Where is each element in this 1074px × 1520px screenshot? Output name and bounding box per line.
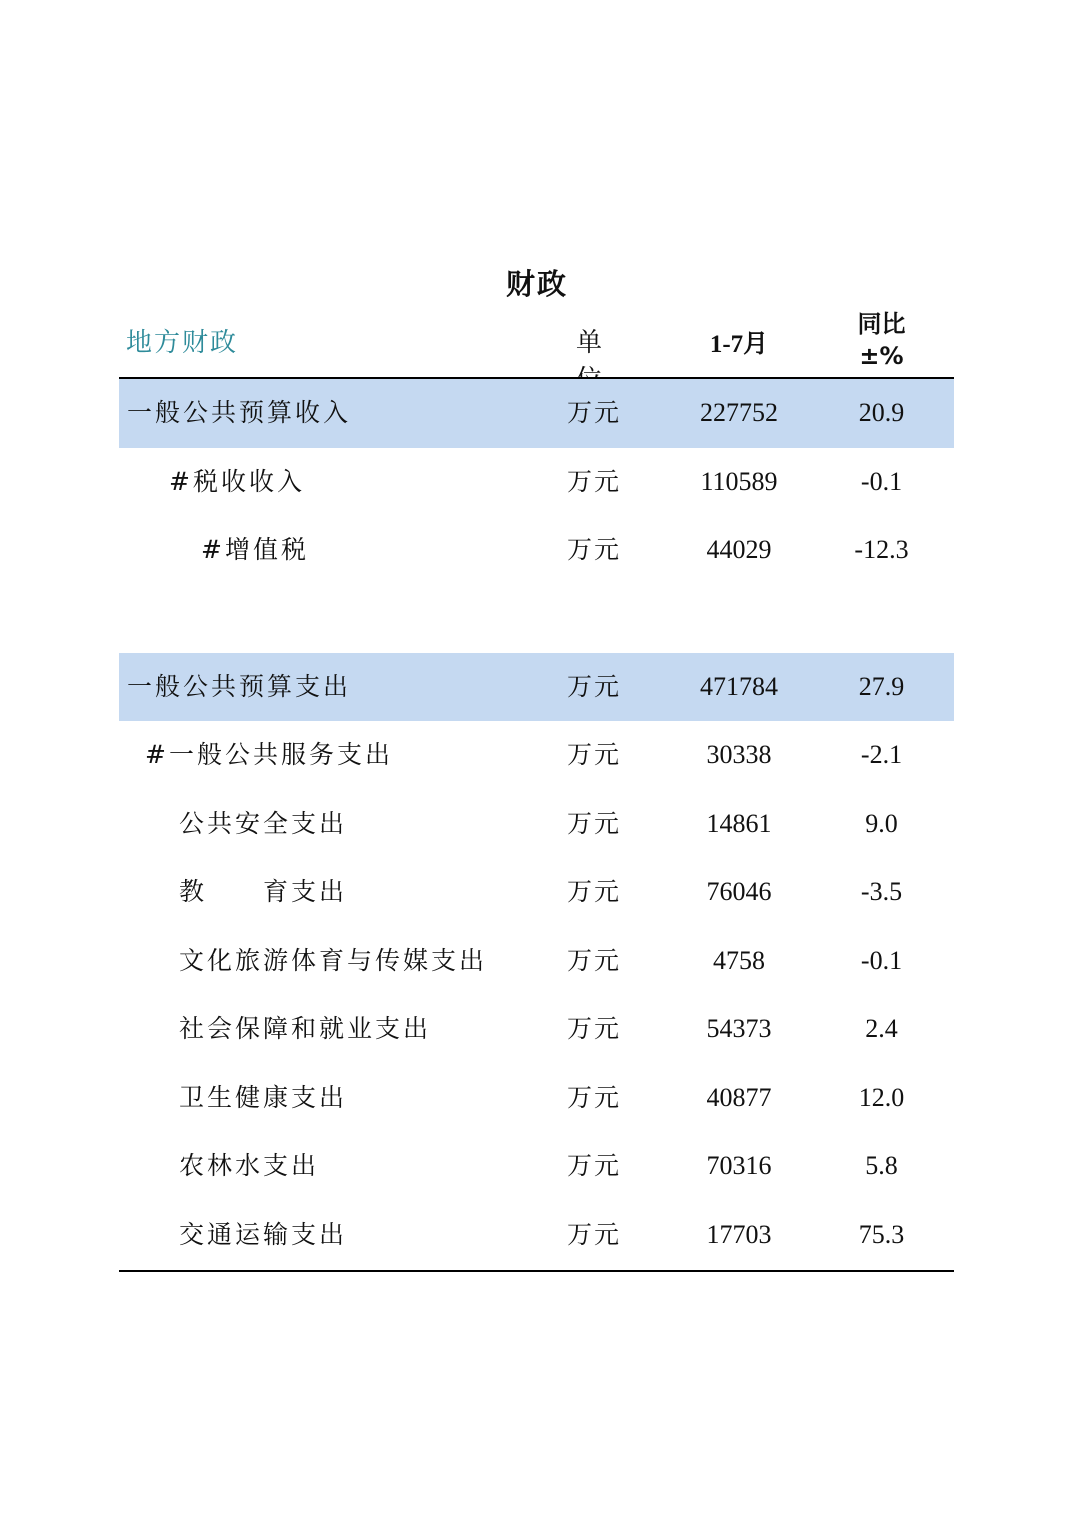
row-yoy: -3.5: [860, 877, 903, 906]
row-value: 110589: [700, 466, 778, 496]
row-value: 17703: [706, 1219, 772, 1249]
row-value: 227752: [700, 398, 778, 427]
row-yoy: 2.4: [865, 1014, 898, 1043]
table-spacer-row: [119, 585, 954, 653]
row-unit: 万元: [566, 1151, 621, 1180]
row-label: 交通运输支出: [179, 1219, 348, 1249]
section-label: 地方财政: [126, 328, 239, 358]
row-unit: 万元: [566, 877, 621, 906]
row-label: 社会保障和就业支出: [179, 1014, 432, 1043]
row-value: 44029: [706, 535, 772, 564]
row-unit: 万元: [566, 1219, 621, 1249]
table-row: [119, 721, 954, 790]
row-unit: 万元: [566, 740, 621, 769]
unit-column-header: 单: [575, 328, 612, 358]
row-unit: 万元: [566, 398, 621, 427]
row-label: #一般公共服务支出: [145, 740, 393, 769]
row-value: 30338: [706, 740, 772, 769]
row-yoy: 12.0: [858, 1082, 905, 1112]
row-unit: 万元: [566, 945, 621, 975]
yoy-header-line2: ±%: [859, 342, 904, 370]
row-unit: 万元: [566, 671, 621, 701]
table-row: [119, 516, 954, 585]
row-yoy: -0.1: [860, 945, 903, 975]
table-row: [119, 379, 954, 448]
row-label: 教 育支出: [179, 877, 348, 906]
table-row: [119, 927, 954, 996]
row-yoy: 20.9: [858, 398, 905, 427]
row-yoy: 5.8: [865, 1151, 898, 1180]
finance-table: [119, 379, 954, 1269]
period-column-header: 1-7月: [709, 331, 769, 358]
row-label: 一般公共预算支出: [127, 671, 352, 701]
row-unit: 万元: [566, 808, 621, 838]
row-yoy: -2.1: [860, 740, 903, 769]
table-row: [119, 1132, 954, 1201]
table-row: [119, 653, 954, 722]
row-label: #增值税: [201, 535, 309, 564]
table-row: [119, 1064, 954, 1133]
row-value: 471784: [700, 671, 778, 701]
table-row: [119, 1201, 954, 1270]
table-row: [119, 790, 954, 859]
row-yoy: 27.9: [858, 671, 905, 701]
row-unit: 万元: [566, 1014, 621, 1043]
page-title: 财政: [505, 267, 568, 301]
row-yoy: -0.1: [860, 466, 903, 496]
row-unit: 万元: [566, 535, 621, 564]
row-yoy: 75.3: [858, 1219, 905, 1249]
table-header: [119, 300, 954, 376]
row-label: #税收收入: [169, 466, 305, 496]
row-value: 70316: [706, 1151, 772, 1180]
row-label: 一般公共预算收入: [127, 398, 352, 427]
row-label: 公共安全支出: [179, 808, 348, 838]
row-unit: 万元: [566, 466, 621, 496]
row-value: 14861: [706, 808, 772, 838]
yoy-column-header: [839, 308, 924, 372]
row-unit: 万元: [566, 1082, 621, 1112]
row-value: 76046: [706, 877, 772, 906]
row-label: 文化旅游体育与传媒支出: [179, 945, 488, 975]
row-value: 40877: [706, 1082, 772, 1112]
row-label: 卫生健康支出: [179, 1082, 348, 1112]
row-value: 4758: [713, 945, 765, 975]
yoy-header-line1: 同比: [857, 310, 906, 338]
table-row: [119, 448, 954, 517]
table-bottom-rule: [119, 1270, 954, 1272]
table-row: [119, 858, 954, 927]
row-yoy: -12.3: [854, 535, 909, 564]
row-label: 农林水支出: [179, 1151, 320, 1180]
table-row: [119, 995, 954, 1064]
row-yoy: 9.0: [865, 808, 898, 838]
row-value: 54373: [706, 1014, 772, 1043]
